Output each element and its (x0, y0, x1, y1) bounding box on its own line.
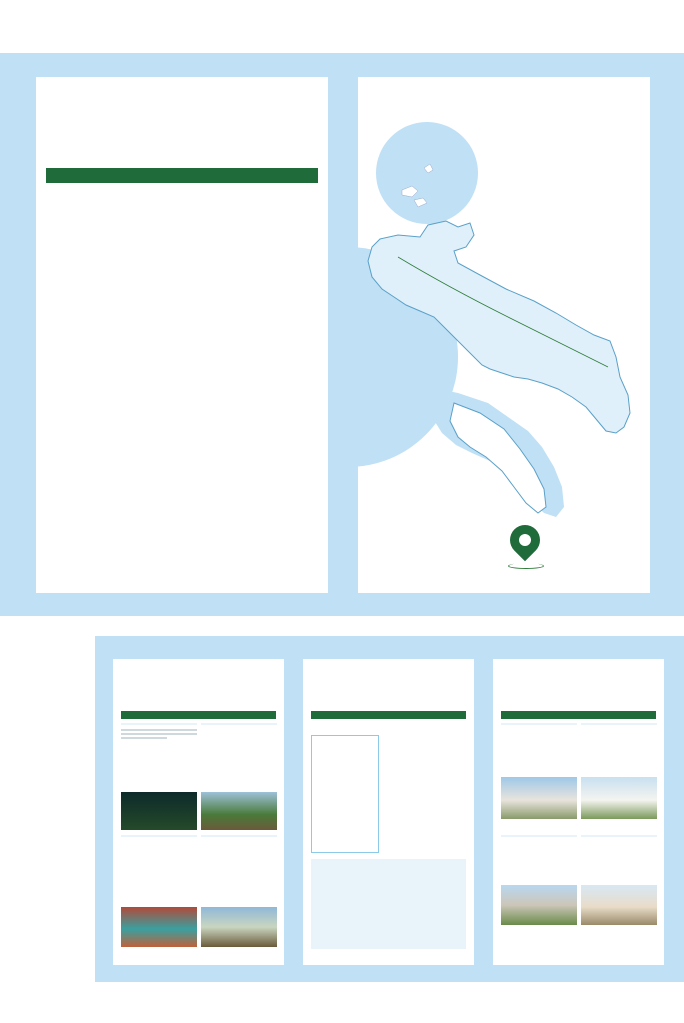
panel-bar (121, 711, 276, 719)
salento-box (311, 859, 466, 949)
panel-bar (501, 711, 656, 719)
block-3 (121, 835, 197, 839)
block-1 (121, 723, 197, 741)
panel-giardini (113, 659, 284, 965)
block-head (501, 723, 577, 725)
tremiti-inset (376, 122, 478, 224)
bucket-list-card (36, 77, 328, 593)
block-head (201, 835, 277, 837)
photo-marsh (201, 907, 277, 947)
panel-spiagge (303, 659, 474, 965)
block-head (581, 835, 657, 837)
block-1 (501, 723, 577, 727)
best-beaches-title (312, 736, 378, 742)
tremiti-islands-shape (390, 162, 460, 212)
block-head (201, 723, 277, 725)
photo-firefly-forest (121, 792, 197, 830)
photo-masseria (581, 885, 657, 925)
best-beaches-box (311, 735, 379, 853)
map-pin-shadow (508, 563, 544, 569)
photo-trullo-1 (501, 777, 577, 819)
block-2 (581, 723, 657, 727)
photo-cactus-garden (201, 792, 277, 830)
block-3 (501, 835, 577, 839)
photo-bauxite-lake (121, 907, 197, 947)
block-head (501, 835, 577, 837)
puglia-map (358, 217, 650, 593)
photo-trulli-garden (501, 885, 577, 925)
block-4 (581, 835, 657, 839)
block-head (581, 723, 657, 725)
block-4 (201, 835, 277, 839)
block-head (121, 723, 197, 725)
panel-bar (311, 711, 466, 719)
photo-trullo-2 (581, 777, 657, 819)
block-2 (201, 723, 277, 727)
panel-alloggi (493, 659, 664, 965)
bucket-list-bar (46, 168, 318, 183)
salento-title (311, 859, 466, 865)
map-card (358, 77, 650, 593)
block-head (121, 835, 197, 837)
